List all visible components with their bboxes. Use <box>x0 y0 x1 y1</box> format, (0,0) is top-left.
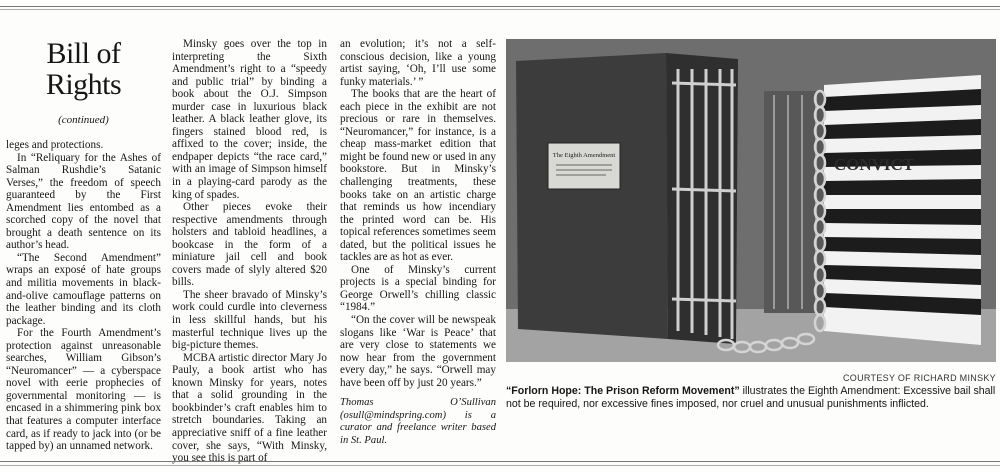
paragraph: In “Reliquary for the Ashes of Salman Rushdie’s Satanic Verses,” the freedom of speech guaranteed by the First Amendment lies entombed as a scorched copy of the novel that brought a death sentence on its author’s head. <box>6 151 161 252</box>
top-rule <box>0 6 1000 7</box>
paragraph: MCBA artistic director Mary Jo Pauly, a book artist who has known Minsky for years, notes that a solid grounding in the bookbinder’s craft enables him to stretch boundaries. Taking an appreciative sniff of a fine leather cover, she says, “With Minsky, you see this is part of <box>172 351 327 465</box>
convict-label: CONVICT <box>833 155 915 174</box>
paragraph: Minsky goes over the top in interpreting the Sixth Amendment’s right to a “speedy and public trial” by binding a book about the O.J. Simpson murder case in luxurious black leather. A black leather glove, its fingers stained blood red, is affixed to the cover; inside, the endpaper depicts “the race card,” with an image of Simpson himself in a playing-card parody as the king of spades. <box>172 38 327 201</box>
paragraph: leges and protections. <box>6 139 104 151</box>
headline <box>6 38 161 100</box>
headline-line-1: Bill of <box>46 37 121 70</box>
article-column-1 <box>6 139 161 453</box>
top-rule-thin <box>0 9 1000 10</box>
continued-label: (continued) <box>58 114 109 126</box>
article-column-2 <box>172 38 327 465</box>
paragraph: The sheer bravado of Minsky’s work could curdle into cleverness in less skillful hands, but his masterful technique lives up the big-picture themes. <box>172 288 327 352</box>
photo-illustration <box>506 39 996 362</box>
photo-caption <box>506 385 996 411</box>
paragraph: The books that are the heart of each piece in the exhibit are not precious or rare in themselves. “Neuromancer,” for instance, is a cheap mass-market edition that might be found new or used in any bookstore. But in Minsky’s challenging treatments, these books take on an artistic charge that reminds us how incendiary the printed word can be. His topical references sometimes seem dated, but the political issues he tackles are as hot as ever. <box>340 88 496 264</box>
book-cover-left <box>516 53 668 339</box>
bottom-rule <box>0 461 1000 462</box>
paragraph: Other pieces evoke their respective amendments through holsters and tabloid headlines, a bookcase in the form of a miniature jail cell and book covers made of slyly altered $20 bills. <box>172 201 327 289</box>
article-column-3 <box>340 38 496 448</box>
plaque <box>548 143 620 189</box>
headline-line-2: Rights <box>45 68 122 101</box>
caption-title: “Forlorn Hope: The Prison Reform Movement” <box>506 385 740 397</box>
caption-text: illustrates the Eighth Amendment: Excessive bail shall not be required, nor excessive fines imposed, nor cruel and unusual punishments inflicted. <box>506 385 996 410</box>
paragraph: “The Second Amendment” wraps an exposé of hate groups and militia movements in black-and-olive camouflage patterns on the leather binding and its cloth package. <box>6 251 161 327</box>
paragraph: For the Fourth Amendment’s protection against unreasonable searches, William Gibson’s “Neuromancer” — a cyberspace novel with eerie prophecies of governmental monitoring — is encased in a shimmering pink box that features a computer interface card, as if ready to jack into (or be tapped by) an unnamed network. <box>6 327 161 453</box>
paragraph: “On the cover will be newspeak slogans like ‘War is Peace’ that are very close to statements we now hear from the government every day,” he says. “Orwell may have been off by just 20 years.” <box>340 314 496 389</box>
paragraph: One of Minsky’s current projects is a special binding for George Orwell’s chilling classic “1984.” <box>340 263 496 314</box>
paragraph: an evolution; it’s not a self-conscious decision, like a young artist saying, ‘Oh, I’ll use some funky materials.’ ” <box>340 38 496 88</box>
author-byline: Thomas O’Sullivan (osull@mindspring.com) is a curator and freelance writer based in St. Paul. <box>340 397 496 446</box>
convict-book <box>824 75 981 345</box>
plaque-title: The Eighth Amendment <box>552 152 616 159</box>
bottom-rule-thin <box>0 465 1000 466</box>
photo-credit: COURTESY OF RICHARD MINSKY <box>843 373 996 383</box>
artwork-photo <box>506 39 996 362</box>
